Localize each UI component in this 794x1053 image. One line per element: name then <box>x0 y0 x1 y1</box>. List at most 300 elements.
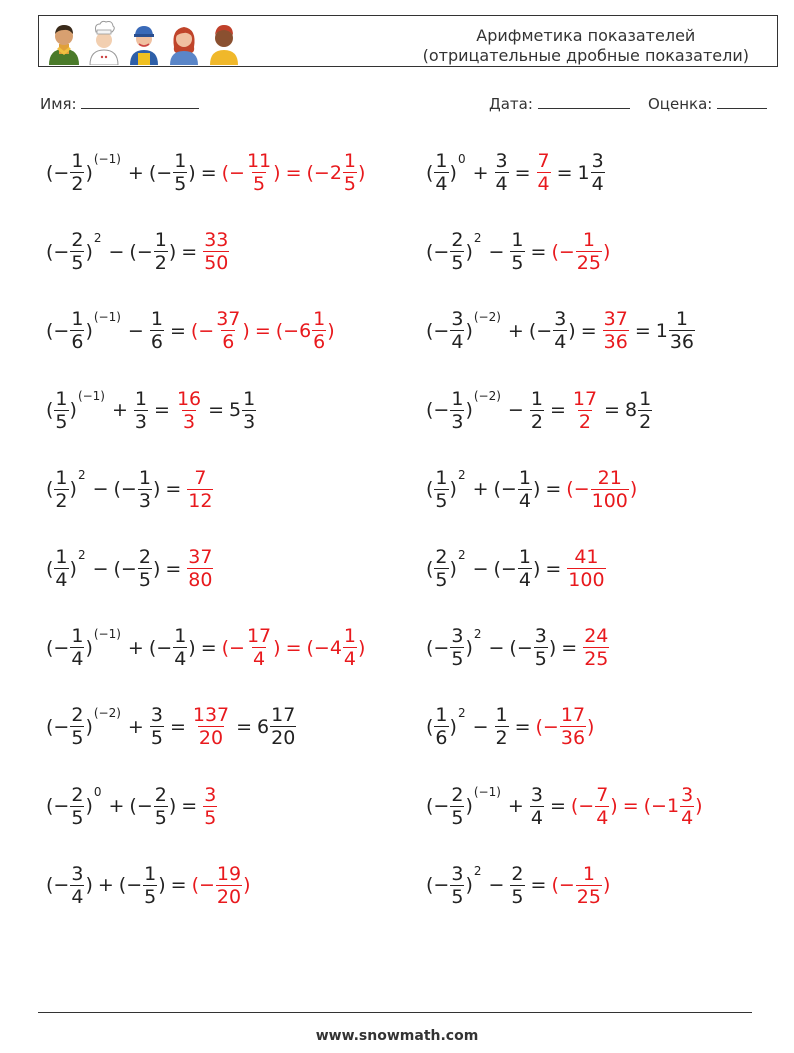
problem-12 <box>426 546 607 591</box>
numerator: 1 <box>243 387 256 410</box>
exponent: 2 <box>77 468 86 483</box>
answer <box>202 784 218 829</box>
numerator: 33 <box>204 229 229 252</box>
denominator: 3 <box>182 410 196 433</box>
symbol: (− <box>493 478 517 501</box>
denominator: 4 <box>343 648 357 671</box>
numerator: 2 <box>71 229 84 252</box>
equals-sign: = <box>530 874 547 897</box>
equals-sign: = <box>622 795 639 818</box>
date-field <box>489 94 630 113</box>
symbol: 8 <box>624 399 638 422</box>
denominator: 25 <box>584 648 609 671</box>
answer <box>175 388 257 433</box>
fraction <box>583 625 609 670</box>
symbol: ) <box>69 557 77 580</box>
operator: + <box>127 715 144 738</box>
denominator: 6 <box>222 331 235 354</box>
fraction <box>510 229 524 274</box>
symbol: ) <box>358 161 366 184</box>
symbol: (− <box>426 795 450 818</box>
numerator: 2 <box>451 229 464 252</box>
numerator: 1 <box>518 546 531 568</box>
problem-7 <box>46 388 257 433</box>
numerator: 1 <box>435 704 448 727</box>
fraction <box>70 704 84 749</box>
equals-sign: = <box>549 399 566 422</box>
symbol: ) <box>465 795 473 818</box>
denominator: 5 <box>253 173 266 195</box>
numerator: 3 <box>451 862 464 885</box>
fraction <box>246 625 272 670</box>
symbol: (− <box>46 240 70 263</box>
symbol: ) <box>85 161 93 184</box>
problem-11 <box>46 546 214 591</box>
denominator: 5 <box>343 173 357 195</box>
fraction <box>434 150 448 195</box>
denominator: 5 <box>174 173 187 195</box>
numerator: 3 <box>495 150 508 172</box>
exponent: 2 <box>473 230 482 245</box>
problem-16 <box>426 704 594 749</box>
denominator: 2 <box>154 252 167 275</box>
woman-red-hair-icon <box>165 19 203 65</box>
symbol: ) <box>465 399 473 422</box>
symbol: ) <box>188 636 196 659</box>
numerator: 2 <box>138 546 151 568</box>
numerator: 1 <box>174 150 187 172</box>
fraction <box>187 467 213 512</box>
operator: + <box>507 795 524 818</box>
numerator: 1 <box>435 466 448 489</box>
numerator: 3 <box>150 704 163 727</box>
numerator: 2 <box>71 783 84 806</box>
numerator: 1 <box>138 466 151 489</box>
fraction <box>138 546 152 591</box>
denominator: 5 <box>435 489 448 512</box>
answer <box>191 704 297 749</box>
date-label: Дата: <box>489 95 533 113</box>
equals-sign: = <box>561 636 578 659</box>
symbol: ) <box>273 636 281 659</box>
problem-15 <box>46 704 297 749</box>
numerator: 137 <box>192 704 230 727</box>
symbol: (− <box>426 240 450 263</box>
problem-4 <box>426 229 610 274</box>
fraction <box>150 704 164 749</box>
symbol: (− <box>493 557 517 580</box>
denominator: 50 <box>204 252 229 275</box>
symbol: ) <box>532 557 541 580</box>
fraction <box>242 388 256 433</box>
problem-18 <box>426 784 703 829</box>
symbol: ) <box>587 715 595 738</box>
fraction <box>495 150 509 195</box>
fraction <box>450 388 464 433</box>
symbol: (− <box>129 240 153 263</box>
denominator: 5 <box>511 252 524 275</box>
operator: + <box>127 636 144 659</box>
denominator: 5 <box>71 252 84 275</box>
worksheet-title <box>423 26 749 66</box>
numerator: 1 <box>343 150 357 172</box>
operator: + <box>127 161 144 184</box>
fraction <box>537 150 551 195</box>
fraction <box>518 467 532 512</box>
man-yellow-shirt-icon <box>205 19 243 65</box>
exponent: (−2) <box>93 705 121 720</box>
fraction <box>138 467 152 512</box>
fraction <box>450 229 464 274</box>
fraction <box>495 704 509 749</box>
fraction <box>173 625 187 670</box>
problem-1 <box>46 150 365 195</box>
answer <box>192 863 251 908</box>
denominator: 4 <box>518 489 531 512</box>
fraction <box>216 863 242 908</box>
denominator: 20 <box>198 727 224 750</box>
numerator: 1 <box>55 466 68 489</box>
equals-sign: = <box>514 161 531 184</box>
denominator: 5 <box>71 727 84 750</box>
answer <box>186 467 214 512</box>
numerator: 3 <box>681 783 694 806</box>
exponent: 2 <box>77 547 86 562</box>
answer <box>571 388 653 433</box>
symbol: ) <box>242 319 250 342</box>
symbol: (−4 <box>306 636 342 659</box>
symbol: (−1 <box>643 795 680 818</box>
equals-sign: = <box>549 795 566 818</box>
fraction <box>638 388 652 433</box>
exponent: (−2) <box>473 309 501 324</box>
exponent: 2 <box>457 705 466 720</box>
denominator: 2 <box>578 410 591 433</box>
equals-sign: = <box>254 319 271 342</box>
denominator: 3 <box>243 410 256 433</box>
numerator: 1 <box>150 308 163 331</box>
answer <box>551 863 610 908</box>
problem-20 <box>426 863 610 908</box>
fraction <box>154 229 168 274</box>
symbol: ( <box>426 161 434 184</box>
denominator: 36 <box>603 331 628 354</box>
numerator: 1 <box>55 387 68 410</box>
symbol: ) <box>465 636 473 659</box>
problem-10 <box>426 467 637 512</box>
symbol: ( <box>46 399 54 422</box>
numerator: 19 <box>216 862 242 885</box>
symbol: ( <box>426 557 434 580</box>
symbol: (− <box>46 161 70 184</box>
symbol: ) <box>188 161 196 184</box>
fraction <box>70 308 84 353</box>
equals-sign: = <box>169 715 186 738</box>
equals-sign: = <box>181 795 198 818</box>
name-blank[interactable] <box>81 94 199 109</box>
operator: − <box>92 478 109 501</box>
numerator: 2 <box>71 704 84 727</box>
symbol: (−6 <box>275 319 312 342</box>
fraction <box>70 150 84 195</box>
numerator: 1 <box>435 150 448 172</box>
denominator: 2 <box>530 410 543 433</box>
equals-sign: = <box>200 636 217 659</box>
numerator: 1 <box>675 308 688 331</box>
equals-sign: = <box>236 715 253 738</box>
answer <box>536 704 595 749</box>
fraction <box>603 308 629 353</box>
numerator: 1 <box>55 546 68 568</box>
symbol: ) <box>695 795 703 818</box>
denominator: 5 <box>154 806 167 829</box>
symbol: (− <box>528 319 553 342</box>
fraction <box>192 704 230 749</box>
operator: − <box>472 557 489 580</box>
fraction <box>669 308 695 353</box>
exponent: (−1) <box>93 309 121 324</box>
operator: + <box>97 874 114 897</box>
symbol: ) <box>85 240 93 263</box>
symbol: (− <box>113 557 137 580</box>
date-blank[interactable] <box>538 94 630 109</box>
answer <box>222 625 366 670</box>
fraction <box>173 150 187 195</box>
symbol: (− <box>46 636 70 659</box>
exponent: (−1) <box>77 389 105 404</box>
numerator: 3 <box>71 862 84 885</box>
equals-sign: = <box>169 319 186 342</box>
symbol: (− <box>113 478 137 501</box>
symbol: ) <box>69 478 77 501</box>
exponent: (−1) <box>93 626 121 641</box>
symbol: ) <box>152 557 161 580</box>
equals-sign: = <box>545 557 562 580</box>
symbol: 1 <box>577 161 590 184</box>
operator: + <box>472 478 489 501</box>
numerator: 3 <box>204 783 217 806</box>
symbol: ) <box>243 874 251 897</box>
equals-sign: = <box>285 636 302 659</box>
numerator: 7 <box>537 150 550 172</box>
fraction <box>343 625 357 670</box>
fraction <box>143 863 157 908</box>
fraction <box>518 546 532 591</box>
fraction <box>203 784 217 829</box>
symbol: ( <box>426 715 434 738</box>
numerator: 1 <box>71 150 84 172</box>
exponent: 2 <box>457 468 466 483</box>
denominator: 4 <box>591 173 604 195</box>
fraction <box>215 308 241 353</box>
symbol: (− <box>46 874 70 897</box>
fraction <box>343 150 357 195</box>
symbol: ) <box>610 795 618 818</box>
denominator: 5 <box>71 806 84 829</box>
symbol: (− <box>221 636 245 659</box>
denominator: 2 <box>639 410 652 433</box>
symbol: ) <box>168 795 177 818</box>
grade-blank[interactable] <box>717 94 767 109</box>
fraction <box>560 704 586 749</box>
name-label: Имя: <box>40 95 77 113</box>
exponent: (−1) <box>473 785 501 800</box>
symbol: ) <box>465 874 473 897</box>
fraction <box>434 546 448 591</box>
fraction <box>450 863 464 908</box>
symbol: (− <box>426 399 450 422</box>
problem-6 <box>426 308 696 353</box>
denominator: 4 <box>596 806 609 829</box>
numerator: 1 <box>518 466 531 489</box>
symbol: ) <box>449 715 457 738</box>
numerator: 37 <box>216 308 241 331</box>
symbol: (− <box>221 161 245 184</box>
answer <box>551 229 610 274</box>
exponent: 2 <box>473 626 482 641</box>
numerator: 17 <box>560 704 586 727</box>
numerator: 1 <box>174 625 187 648</box>
denominator: 36 <box>669 331 695 354</box>
symbol: (− <box>46 795 70 818</box>
avatar-row <box>45 19 243 65</box>
exponent: 2 <box>473 864 482 879</box>
fraction <box>576 863 602 908</box>
fraction <box>176 388 202 433</box>
denominator: 4 <box>537 173 550 195</box>
denominator: 12 <box>188 489 213 512</box>
fraction <box>54 388 68 433</box>
fraction <box>567 546 605 591</box>
numerator: 37 <box>188 546 213 568</box>
symbol: (− <box>509 636 533 659</box>
numerator: 2 <box>451 783 464 806</box>
symbol: (− <box>148 161 173 184</box>
problem-14 <box>426 625 610 670</box>
operator: − <box>488 240 505 263</box>
equals-sign: = <box>530 240 547 263</box>
denominator: 4 <box>681 806 694 829</box>
symbol: 5 <box>229 399 242 422</box>
symbol: (−2 <box>306 161 342 184</box>
denominator: 5 <box>150 727 163 750</box>
denominator: 25 <box>576 885 601 908</box>
fraction <box>434 467 448 512</box>
fraction <box>187 546 213 591</box>
answer <box>191 308 335 353</box>
exponent: (−1) <box>93 151 121 166</box>
numerator: 1 <box>495 704 508 727</box>
symbol: ) <box>532 478 541 501</box>
fraction <box>134 388 148 433</box>
answer <box>566 546 606 591</box>
fraction <box>680 784 694 829</box>
fraction <box>154 784 168 829</box>
symbol: ) <box>629 478 638 501</box>
numerator: 17 <box>572 387 598 410</box>
symbol: (− <box>551 240 575 263</box>
numerator: 1 <box>144 862 157 885</box>
symbol: ) <box>465 319 473 342</box>
symbol: ) <box>449 557 457 580</box>
exponent: 2 <box>93 230 102 245</box>
fraction <box>270 704 296 749</box>
denominator: 3 <box>134 410 148 433</box>
symbol: (− <box>535 715 559 738</box>
symbol: ) <box>602 240 611 263</box>
numerator: 1 <box>582 862 595 885</box>
denominator: 36 <box>560 727 586 750</box>
numerator: 1 <box>134 387 148 410</box>
numerator: 1 <box>313 308 326 331</box>
denominator: 2 <box>495 727 508 750</box>
equals-sign: = <box>208 399 225 422</box>
fraction <box>450 625 464 670</box>
symbol: ) <box>69 399 77 422</box>
numerator: 3 <box>534 625 547 648</box>
numerator: 1 <box>530 387 543 410</box>
fraction <box>70 229 84 274</box>
numerator: 1 <box>71 308 84 331</box>
denominator: 5 <box>534 648 547 671</box>
grade-label: Оценка: <box>648 95 713 113</box>
symbol: ) <box>358 636 366 659</box>
denominator: 6 <box>435 727 448 750</box>
operator: + <box>507 319 524 342</box>
numerator: 3 <box>451 308 464 331</box>
fraction <box>150 308 164 353</box>
fraction <box>572 388 598 433</box>
denominator: 80 <box>188 569 213 591</box>
symbol: (− <box>426 319 450 342</box>
numerator: 11 <box>246 150 272 172</box>
name-field <box>40 94 199 113</box>
denominator: 4 <box>451 331 464 354</box>
operator: − <box>507 399 524 422</box>
operator: + <box>472 161 489 184</box>
fraction <box>534 625 548 670</box>
fraction <box>530 388 544 433</box>
symbol: ) <box>602 874 611 897</box>
answer <box>536 150 606 195</box>
equals-sign: = <box>556 161 573 184</box>
denominator: 5 <box>511 885 524 908</box>
equals-sign: = <box>634 319 651 342</box>
symbol: (− <box>190 319 215 342</box>
symbol: ) <box>168 240 177 263</box>
denominator: 5 <box>451 806 464 829</box>
operator: − <box>92 557 109 580</box>
fraction <box>434 704 448 749</box>
person-scarf-icon <box>45 19 83 65</box>
equals-sign: = <box>200 161 217 184</box>
fraction <box>246 150 272 195</box>
symbol: (− <box>148 636 173 659</box>
footer-divider <box>38 1012 752 1013</box>
numerator: 21 <box>597 466 622 489</box>
fraction <box>576 229 602 274</box>
equals-sign: = <box>285 161 302 184</box>
denominator: 100 <box>591 489 628 512</box>
answer <box>186 546 214 591</box>
fraction <box>450 784 464 829</box>
numerator: 37 <box>603 308 628 331</box>
fraction <box>54 546 68 591</box>
equals-sign: = <box>514 715 531 738</box>
problem-5 <box>46 308 335 353</box>
fraction <box>54 467 68 512</box>
problem-19 <box>46 863 251 908</box>
